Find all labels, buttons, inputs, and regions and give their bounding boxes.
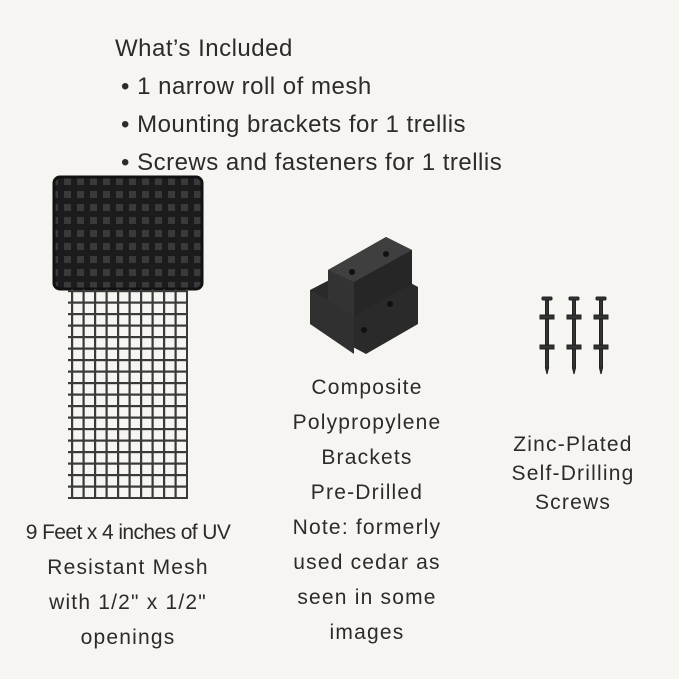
brackets-caption-line: Polypropylene	[292, 411, 442, 434]
mesh-caption	[10, 515, 246, 655]
screws-caption	[488, 430, 658, 517]
brackets-caption-line: Pre-Drilled	[310, 481, 424, 504]
included-item-mesh: • 1 narrow roll of mesh	[121, 68, 502, 106]
included-item-screws: • Screws and fasteners for 1 trellis	[121, 144, 502, 182]
whats-included-heading: What’s Included	[115, 35, 293, 62]
brackets-caption-line: Composite	[311, 376, 423, 399]
mesh-caption-line: Resistant Mesh	[47, 556, 209, 579]
included-list	[115, 68, 502, 182]
mesh-roll-image	[48, 175, 208, 505]
brackets-caption-line: Brackets	[321, 446, 413, 469]
screws-image	[530, 295, 620, 375]
whats-included-section	[115, 30, 502, 182]
mesh-caption-line: 9 Feet x 4 inches of UV	[25, 521, 231, 544]
screws-caption-line: Self-Drilling	[511, 462, 635, 485]
mesh-caption-line: openings	[80, 626, 176, 649]
brackets-caption-line: Note: formerly	[292, 516, 442, 539]
brackets-caption-line: used cedar as	[293, 551, 441, 574]
brackets-caption-line: images	[329, 621, 405, 644]
screws-caption-line: Screws	[534, 491, 612, 514]
mesh-caption-line: with 1/2" x 1/2"	[49, 591, 207, 614]
brackets-caption-line: seen in some	[297, 586, 437, 609]
brackets-caption	[262, 370, 472, 650]
bracket-image	[308, 232, 428, 362]
screws-caption-line: Zinc-Plated	[513, 433, 633, 456]
included-item-brackets: • Mounting brackets for 1 trellis	[121, 106, 502, 144]
